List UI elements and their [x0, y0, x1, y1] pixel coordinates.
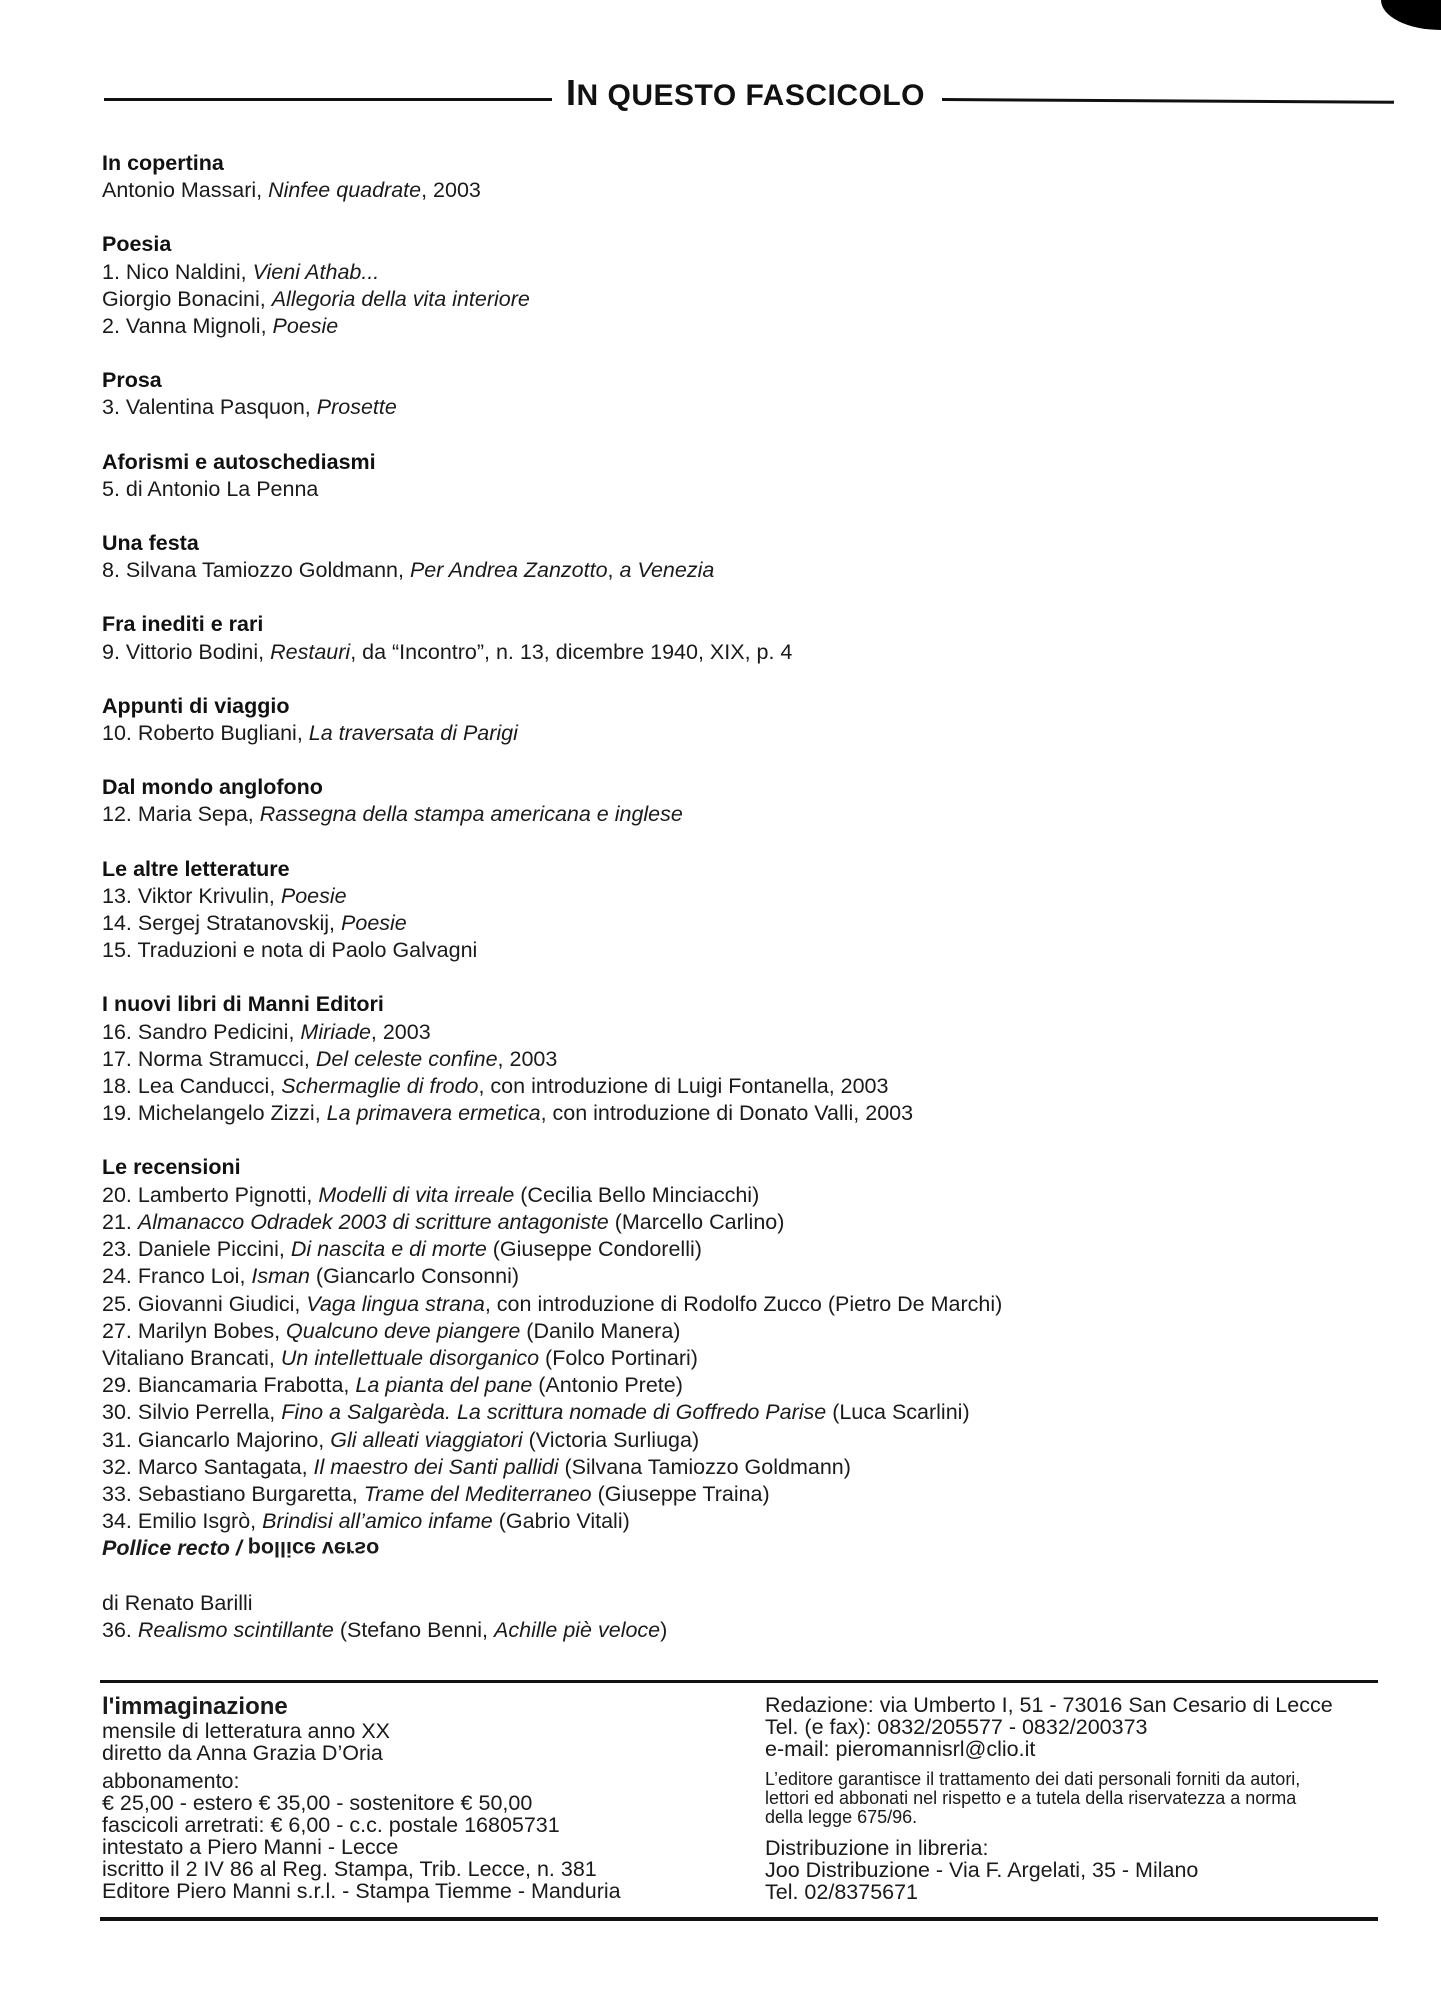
- subscription-label: abbonamento:: [102, 1769, 240, 1793]
- entry-text: 14. Sergej Stratanovskij,: [102, 911, 342, 936]
- page-header: [104, 68, 1394, 113]
- toc-entry: [102, 1617, 1182, 1644]
- entry-text: 19. Michelangelo Zizzi,: [102, 1101, 327, 1126]
- entry-text: 24. Franco Loi,: [102, 1264, 252, 1289]
- privacy-notice-line-3: della legge 675/96.: [765, 1807, 918, 1827]
- entry-text: (Victoria Surliuga): [522, 1427, 700, 1452]
- entry-text: 31. Giancarlo Majorino,: [102, 1427, 331, 1452]
- entry-text: 13. Viktor Krivulin,: [102, 883, 281, 908]
- entry-text: 32. Marco Santagata,: [102, 1454, 314, 1479]
- entry-text: 30. Silvio Perrella,: [102, 1400, 282, 1425]
- entry-title-italic: Un intellettuale disorganico: [280, 1345, 540, 1370]
- entry-text: ): [660, 1617, 668, 1642]
- editorial-phone: Tel. (e fax): 0832/205577 - 0832/200373: [765, 1715, 1148, 1739]
- entry-text: (Folco Portinari): [539, 1345, 698, 1370]
- entry-title-italic: Il maestro dei Santi pallidi: [313, 1454, 559, 1479]
- entry-text: 27. Marilyn Bobes,: [102, 1318, 287, 1343]
- entry-text: 2. Vanna Mignoli,: [102, 314, 273, 339]
- entry-title-italic: Per Andrea Zanzotto: [409, 558, 608, 583]
- entry-title-italic: Achille piè veloce: [494, 1617, 661, 1642]
- pollice-section: [102, 1535, 1182, 1644]
- entry-text: 5. di Antonio La Penna: [102, 476, 319, 501]
- entry-title-italic: Almanacco Odradek 2003 di scritture antagoniste: [137, 1209, 609, 1234]
- entry-title-italic: Ninfee quadrate: [268, 178, 422, 203]
- distributor-phone: Tel. 02/8375671: [765, 1880, 919, 1904]
- toc-entry: [102, 1427, 1182, 1454]
- pollice-heading: [102, 1535, 1182, 1562]
- editorial-address: Redazione: via Umberto I, 51 - 73016 San Cesario di Lecce: [765, 1693, 1333, 1717]
- toc-entry: [102, 1263, 1182, 1290]
- section-heading: Una festa: [102, 531, 199, 556]
- page-title: IN QUESTO FASCICOLO: [566, 72, 925, 113]
- toc-entry: [102, 1046, 1182, 1073]
- table-of-contents: [102, 150, 1182, 1671]
- entry-title-italic: Prosette: [316, 395, 397, 420]
- toc-entry: [102, 1073, 1182, 1100]
- account-holder: intestato a Piero Manni - Lecce: [102, 1835, 399, 1859]
- entry-title-italic: a Venezia: [619, 558, 715, 583]
- magazine-title: l'immaginazione: [102, 1693, 288, 1720]
- section-heading: Le altre letterature: [102, 856, 290, 881]
- toc-entry: [102, 1209, 1182, 1236]
- magazine-director: diretto da Anna Grazia D’Oria: [102, 1741, 383, 1765]
- entry-title-italic: Realismo scintillante: [137, 1617, 334, 1642]
- entry-text: 36.: [102, 1617, 138, 1642]
- masthead-footer: [100, 1680, 1378, 1910]
- toc-entry: [102, 1399, 1182, 1426]
- entry-title-italic: Restauri: [270, 639, 351, 664]
- toc-section: [102, 693, 1182, 747]
- entry-title-italic: Poesie: [341, 911, 407, 936]
- toc-entry: [102, 639, 1182, 666]
- section-heading: Prosa: [102, 368, 162, 393]
- registration: iscritto il 2 IV 86 al Reg. Stampa, Trib. Lecce, n. 381: [102, 1857, 597, 1881]
- toc-entry: [102, 1454, 1182, 1481]
- entry-text: (Antonio Prete): [532, 1373, 683, 1398]
- distribution-label: Distribuzione in libreria:: [765, 1836, 989, 1860]
- toc-entry: [102, 177, 1182, 204]
- entry-text: (Luca Scarlini): [826, 1400, 970, 1425]
- toc-entry: [102, 394, 1182, 421]
- entry-text: 12. Maria Sepa,: [102, 802, 260, 827]
- toc-section: [102, 856, 1182, 965]
- toc-section: [102, 774, 1182, 828]
- entry-title-italic: Poesie: [280, 883, 347, 908]
- entry-text: (Marcello Carlino): [608, 1209, 785, 1234]
- privacy-notice-line-2: lettori ed abbonati nel rispetto e a tutela della riservatezza a norma: [765, 1788, 1297, 1808]
- entry-text: 8. Silvana Tamiozzo Goldmann,: [102, 558, 410, 583]
- editorial-email[interactable]: e-mail: pieromannisrl@clio.it: [765, 1737, 1036, 1761]
- footer-rule-top: [100, 1680, 1378, 1683]
- entry-text: , 2003: [370, 1019, 431, 1044]
- toc-entry: [102, 937, 1182, 964]
- magazine-subtitle: mensile di letteratura anno XX: [102, 1719, 391, 1743]
- toc-entry: [102, 1291, 1182, 1318]
- toc-section: [102, 1154, 1182, 1535]
- entry-text: 25. Giovanni Giudici,: [102, 1291, 307, 1316]
- entry-title-italic: Del celeste confine: [315, 1046, 498, 1071]
- entry-title-italic: Qualcuno deve piangere: [286, 1318, 521, 1343]
- toc-entry: [102, 1345, 1182, 1372]
- entry-text: 18. Lea Canducci,: [102, 1074, 282, 1099]
- toc-entry: [102, 1508, 1182, 1535]
- toc-entry: [102, 1318, 1182, 1345]
- entry-text: 34. Emilio Isgrò,: [102, 1509, 263, 1534]
- toc-section: [102, 530, 1182, 584]
- toc-entry: [102, 1481, 1182, 1508]
- entry-title-italic: Schermaglie di frodo: [281, 1074, 479, 1099]
- entry-title-italic: Poesie: [272, 314, 339, 339]
- toc-entry: [102, 1372, 1182, 1399]
- publisher: Editore Piero Manni s.r.l. - Stampa Tiemme - Manduria: [102, 1879, 621, 1903]
- footer-rule-bottom: [100, 1917, 1378, 1921]
- toc-entry: [102, 801, 1182, 828]
- scan-corner-shadow: [1381, 0, 1441, 30]
- toc-entry: [102, 1182, 1182, 1209]
- entry-text: 29. Biancamaria Frabotta,: [102, 1373, 356, 1398]
- entry-text: (Giuseppe Condorelli): [486, 1237, 702, 1262]
- toc-section: [102, 367, 1182, 421]
- masthead-left: [102, 1694, 702, 1902]
- toc-entry: [102, 720, 1182, 747]
- entry-text: (Giancarlo Consonni): [309, 1264, 520, 1289]
- entry-text: 20. Lamberto Pignotti,: [102, 1182, 319, 1207]
- section-heading: Dal mondo anglofono: [102, 775, 323, 800]
- entry-text: 3. Valentina Pasquon,: [102, 395, 317, 420]
- toc-entry: [102, 1019, 1182, 1046]
- toc-entry: [102, 883, 1182, 910]
- entry-text: , 2003: [497, 1046, 558, 1071]
- back-issues: fascicoli arretrati: € 6,00 - c.c. postale 16805731: [102, 1813, 560, 1837]
- entry-title-italic: Trame del Mediterraneo: [363, 1481, 592, 1506]
- entry-text: 17. Norma Stramucci,: [102, 1046, 316, 1071]
- entry-title-italic: La traversata di Parigi: [308, 721, 518, 746]
- entry-title-italic: Brindisi all’amico infame: [262, 1509, 493, 1534]
- entry-text: (Gabrio Vitali): [492, 1509, 630, 1534]
- section-heading: Poesia: [102, 232, 172, 257]
- entry-text: , 2003: [421, 178, 481, 203]
- entry-text: , con introduzione di Luigi Fontanella, 2003: [478, 1074, 889, 1099]
- masthead-right: [765, 1694, 1385, 1903]
- privacy-notice-line-1: L’editore garantisce il trattamento dei dati personali forniti da autori,: [765, 1769, 1301, 1789]
- toc-section: [102, 611, 1182, 665]
- entry-text: (Silvana Tamiozzo Goldmann): [558, 1454, 851, 1479]
- pollice-author: di Renato Barilli: [102, 1590, 253, 1615]
- toc-entry: [102, 476, 1182, 503]
- entry-text: (Giuseppe Traina): [591, 1481, 770, 1506]
- entry-text: 1. Nico Naldini,: [102, 259, 253, 284]
- section-heading: Le recensioni: [102, 1155, 241, 1180]
- section-heading: I nuovi libri di Manni Editori: [102, 992, 384, 1017]
- entry-title-italic: Miriade: [300, 1019, 371, 1044]
- entry-text: 9. Vittorio Bodini,: [102, 639, 271, 664]
- toc-section: [102, 231, 1182, 340]
- entry-text: 16. Sandro Pedicini,: [102, 1019, 301, 1044]
- entry-text: Vitaliano Brancati,: [102, 1345, 281, 1370]
- entry-text: (Danilo Manera): [520, 1318, 681, 1343]
- toc-section: [102, 991, 1182, 1127]
- entry-title-italic: Rassegna della stampa americana e inglese: [259, 802, 683, 827]
- toc-entry: [102, 1100, 1182, 1127]
- pollice-verso-flipped: pollice verso: [247, 1537, 380, 1562]
- entry-title-italic: Vaga lingua strana: [306, 1291, 485, 1316]
- toc-entry: [102, 259, 1182, 286]
- toc-entry: [102, 910, 1182, 937]
- toc-entry: [102, 1236, 1182, 1263]
- entry-title-italic: La pianta del pane: [355, 1373, 533, 1398]
- entry-title-italic: Isman: [251, 1264, 310, 1289]
- toc-section: [102, 449, 1182, 503]
- section-heading: Aforismi e autoschediasmi: [102, 449, 376, 474]
- pollice-recto: Pollice recto /: [102, 1536, 248, 1561]
- entry-title-italic: Gli alleati viaggiatori: [330, 1427, 523, 1452]
- entry-title-italic: Di nascita e di morte: [290, 1237, 487, 1262]
- toc-section: [102, 150, 1182, 204]
- section-heading: In copertina: [102, 151, 224, 175]
- subscription-prices: € 25,00 - estero € 35,00 - sostenitore € 50,00: [102, 1791, 533, 1815]
- entry-text: , con introduzione di Donato Valli, 2003: [540, 1101, 914, 1126]
- section-heading: Appunti di viaggio: [102, 693, 290, 718]
- entry-text: 21.: [102, 1209, 138, 1234]
- header-rule-left: [104, 98, 552, 101]
- distributor: Joo Distribuzione - Via F. Argelati, 35 - Milano: [765, 1858, 1199, 1882]
- header-rule-right: [942, 98, 1394, 104]
- toc-entry: [102, 286, 1182, 313]
- entry-title-italic: Allegoria della vita interiore: [271, 286, 530, 311]
- entry-text: 23. Daniele Piccini,: [102, 1237, 291, 1262]
- entry-text: 10. Roberto Bugliani,: [102, 721, 309, 746]
- entry-text: , con introduzione di Rodolfo Zucco (Pietro De Marchi): [484, 1291, 1003, 1316]
- entry-title-italic: Vieni Athab...: [252, 259, 380, 284]
- entry-text: 33. Sebastiano Burgaretta,: [102, 1481, 364, 1506]
- entry-title-italic: Fino a Salgarèda. La scrittura nomade di Goffredo Parise: [281, 1400, 827, 1425]
- entry-text: (Stefano Benni,: [333, 1617, 495, 1642]
- entry-text: 15. Traduzioni e nota di Paolo Galvagni: [102, 938, 478, 963]
- entry-text: (Cecilia Bello Minciacchi): [514, 1182, 760, 1207]
- toc-entry: [102, 313, 1182, 340]
- toc-entry: [102, 557, 1182, 584]
- entry-text: ,: [607, 558, 620, 583]
- entry-title-italic: La primavera ermetica: [326, 1101, 541, 1126]
- entry-text: Giorgio Bonacini,: [102, 286, 272, 311]
- entry-text: , da “Incontro”, n. 13, dicembre 1940, XIX, p. 4: [350, 639, 793, 664]
- entry-text: Antonio Massari,: [102, 178, 269, 203]
- section-heading: Fra inediti e rari: [102, 612, 264, 637]
- entry-title-italic: Modelli di vita irreale: [318, 1182, 515, 1207]
